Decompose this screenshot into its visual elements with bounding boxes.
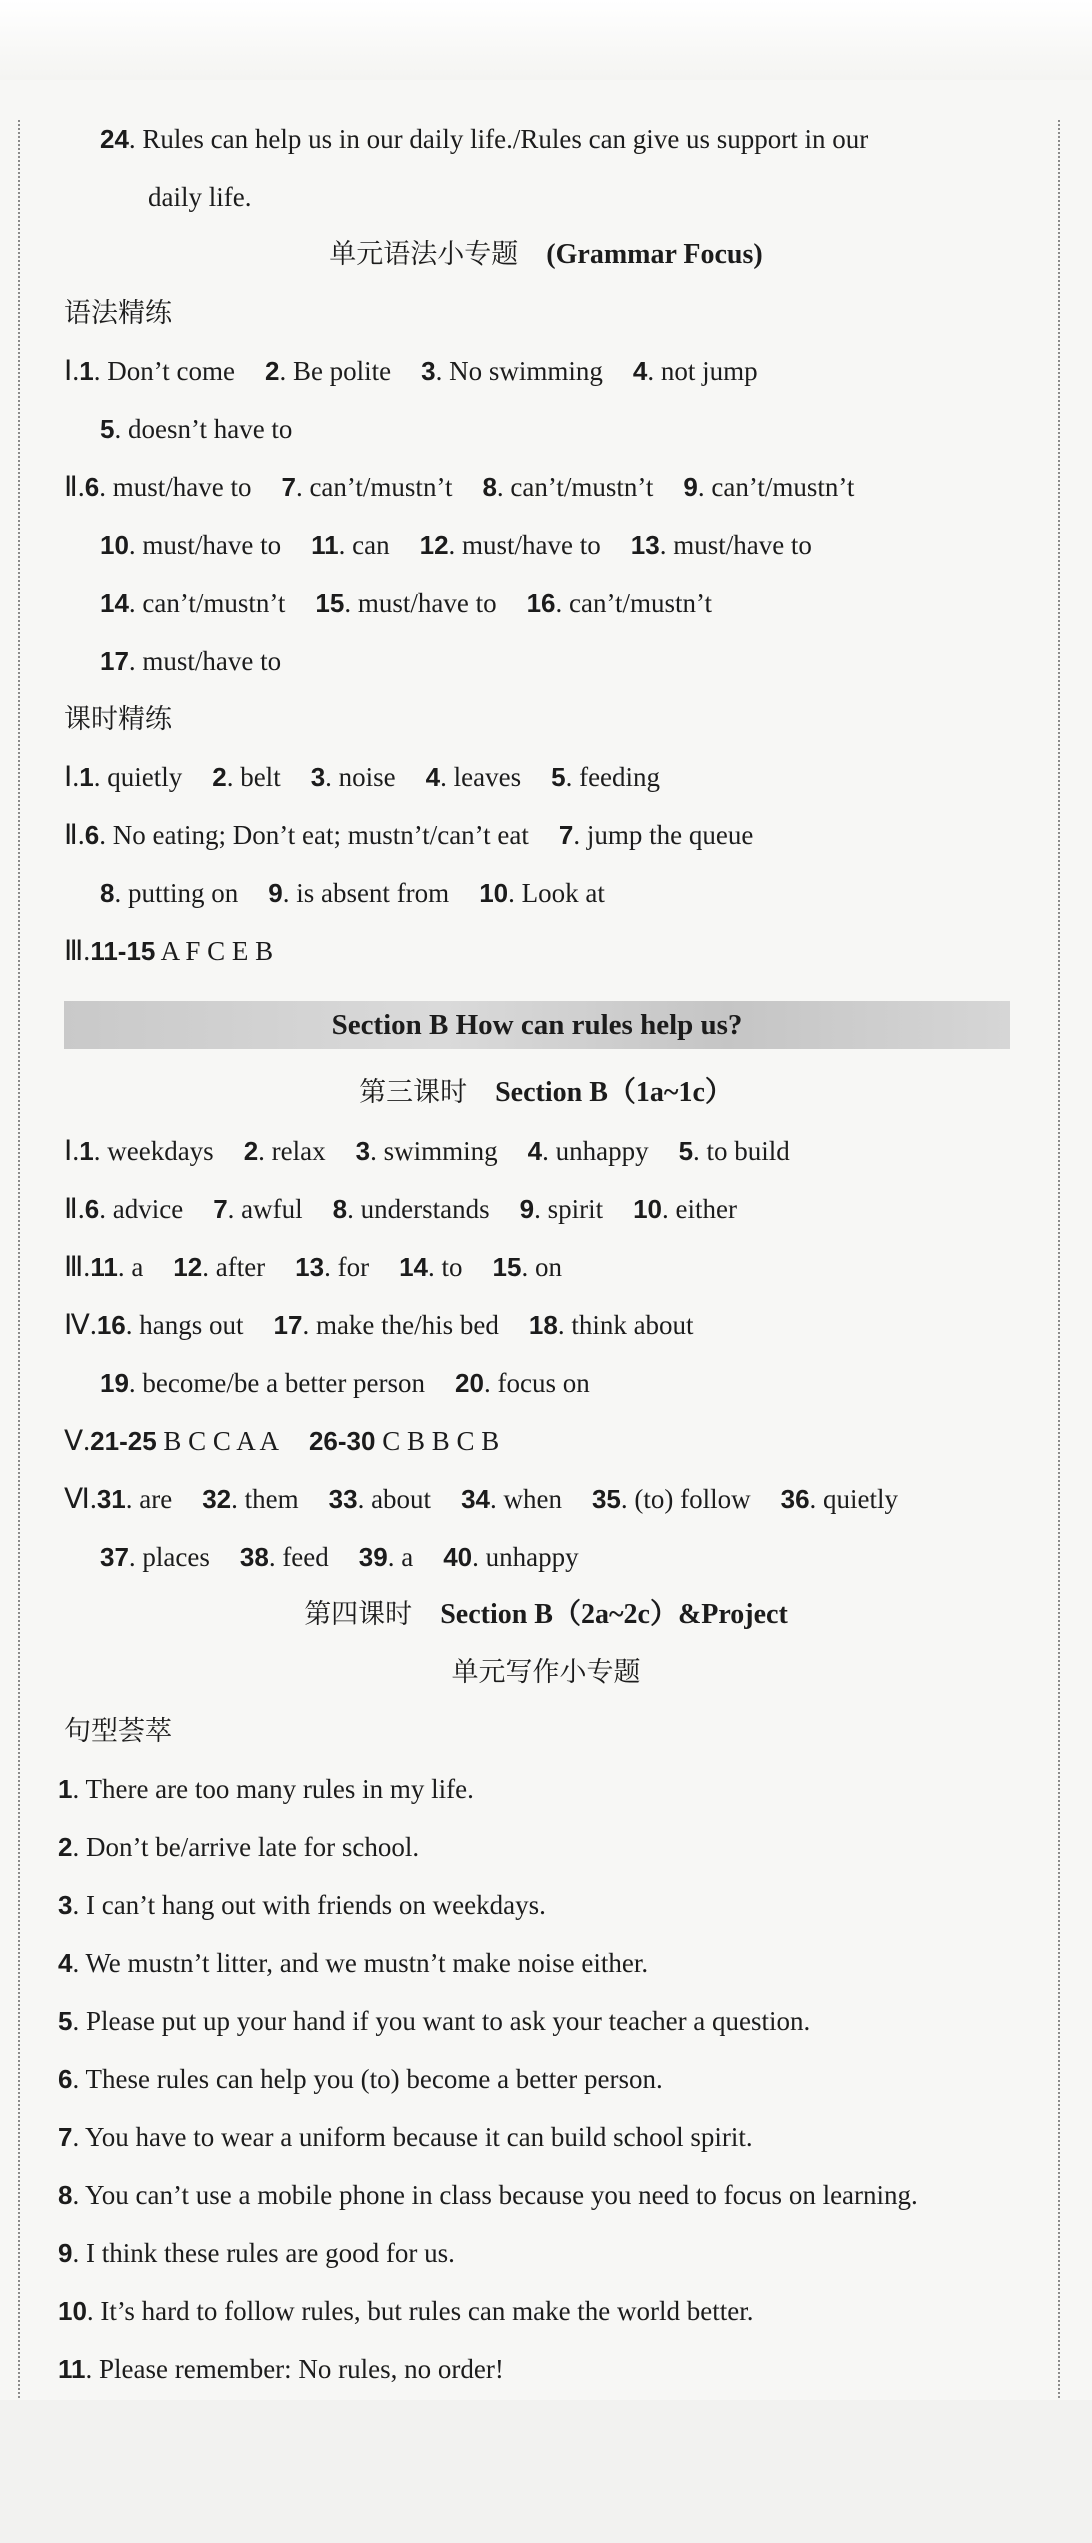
item-number: 12 bbox=[419, 530, 449, 560]
answer-line bbox=[0, 1876, 1092, 1934]
answer-text: . can’t/mustn’t bbox=[295, 472, 453, 502]
item-number: 16 bbox=[96, 1310, 126, 1340]
item-number: 16 bbox=[526, 588, 556, 618]
item-number: 1 bbox=[58, 1774, 73, 1804]
answer-text: . swimming bbox=[370, 1136, 498, 1166]
chinese-label: 课时精练 bbox=[64, 704, 172, 735]
answer-text: A F C E B bbox=[155, 936, 274, 966]
answer-text: (Grammar Focus) bbox=[518, 239, 763, 270]
item-number: 10 bbox=[100, 530, 129, 560]
answer-text: . There are too many rules in my life. bbox=[72, 1774, 474, 1804]
answer-text: C B B C B bbox=[375, 1426, 500, 1456]
chinese-label: 第四课时 bbox=[304, 1599, 413, 1630]
item-number: 9 bbox=[268, 878, 283, 908]
answer-line bbox=[0, 1122, 1092, 1180]
item-number: 11 bbox=[311, 530, 339, 560]
item-number: 1 bbox=[79, 356, 94, 386]
answer-text: . noise bbox=[325, 762, 396, 792]
item-number: 21-25 bbox=[90, 1426, 157, 1456]
answer-text: . on bbox=[521, 1252, 562, 1282]
answer-text: . about bbox=[357, 1484, 432, 1514]
answer-text: . advice bbox=[99, 1194, 184, 1224]
answer-line bbox=[0, 1934, 1092, 1992]
answer-line bbox=[0, 342, 1092, 400]
item-number: 7 bbox=[281, 472, 296, 502]
section-heading bbox=[0, 1586, 1092, 1644]
answer-line bbox=[0, 458, 1092, 516]
answer-text: . relax bbox=[258, 1136, 326, 1166]
item-number: 11 bbox=[58, 2354, 86, 2384]
answer-text: . to build bbox=[693, 1136, 790, 1166]
section-heading bbox=[0, 226, 1092, 284]
chinese-label: 语法精练 bbox=[64, 298, 172, 329]
item-number: 11 bbox=[90, 1252, 118, 1282]
answer-text: . can’t/mustn’t bbox=[496, 472, 654, 502]
item-number: 4 bbox=[58, 1948, 73, 1978]
item-number: 17 bbox=[100, 646, 129, 676]
answer-line bbox=[0, 1470, 1092, 1528]
answer-text: . is absent from bbox=[282, 878, 450, 908]
item-number: 8 bbox=[58, 2180, 73, 2210]
answer-line bbox=[0, 922, 1092, 980]
item-number: 17 bbox=[273, 1310, 303, 1340]
item-number: 32 bbox=[202, 1484, 232, 1514]
item-number: 10 bbox=[479, 878, 509, 908]
answer-text: . You have to wear a uniform because it can build school spirit. bbox=[72, 2122, 753, 2152]
answer-line bbox=[0, 1354, 1092, 1412]
answer-text: . Don’t come bbox=[93, 356, 235, 386]
part-numeral: Ⅴ. bbox=[64, 1426, 91, 1457]
answer-line bbox=[0, 400, 1092, 458]
answer-line bbox=[0, 690, 1092, 748]
answer-text: . Look at bbox=[508, 878, 605, 908]
answer-text: . These rules can help you (to) become a better person. bbox=[72, 2064, 663, 2094]
answer-text: Section B（2a~2c）&Project bbox=[412, 1599, 788, 1630]
part-numeral: Ⅵ. bbox=[64, 1484, 97, 1515]
item-number: 6 bbox=[84, 820, 100, 850]
item-number: 10 bbox=[58, 2296, 87, 2326]
item-number: 6 bbox=[58, 2064, 73, 2094]
answer-line bbox=[0, 2166, 1092, 2224]
item-number: 3 bbox=[421, 356, 436, 386]
answer-line bbox=[0, 1992, 1092, 2050]
answer-line bbox=[0, 516, 1092, 574]
answer-text: . Please put up your hand if you want to ask your teacher a question. bbox=[72, 2006, 811, 2036]
answer-line bbox=[0, 2050, 1092, 2108]
page-footer bbox=[0, 2400, 1092, 2543]
item-number: 6 bbox=[84, 1194, 100, 1224]
answer-line bbox=[0, 574, 1092, 632]
answer-line bbox=[0, 748, 1092, 806]
item-number: 24 bbox=[100, 124, 129, 154]
item-number: 14 bbox=[100, 588, 129, 618]
item-number: 8 bbox=[332, 1194, 348, 1224]
item-number: 2 bbox=[264, 356, 280, 386]
answer-line bbox=[0, 1528, 1092, 1586]
answer-text: . make the/his bed bbox=[302, 1310, 499, 1340]
item-number: 4 bbox=[425, 762, 441, 792]
answer-text: . feeding bbox=[565, 762, 661, 792]
answer-text: . understands bbox=[347, 1194, 490, 1224]
item-number: 40 bbox=[443, 1542, 473, 1572]
answer-text: . a bbox=[387, 1542, 414, 1572]
item-number: 26-30 bbox=[308, 1426, 376, 1456]
chinese-label: 单元语法小专题 bbox=[329, 239, 519, 270]
item-number: 39 bbox=[358, 1542, 388, 1572]
answer-text: . a bbox=[117, 1252, 144, 1282]
answer-text: . places bbox=[128, 1542, 210, 1572]
answer-text: . can’t/mustn’t bbox=[555, 588, 712, 618]
answer-text: . We mustn’t litter, and we mustn’t make noise either. bbox=[72, 1948, 649, 1978]
item-number: 35 bbox=[591, 1484, 621, 1514]
item-number: 8 bbox=[482, 472, 497, 502]
answer-text: . to bbox=[428, 1252, 463, 1282]
section-heading bbox=[0, 1064, 1092, 1122]
item-number: 13 bbox=[630, 530, 660, 560]
top-band bbox=[0, 0, 1092, 80]
answer-text: . belt bbox=[226, 762, 281, 792]
answer-text: . Don’t be/arrive late for school. bbox=[72, 1832, 420, 1862]
answer-line bbox=[0, 1180, 1092, 1238]
chinese-label: 单元写作小专题 bbox=[451, 1657, 641, 1688]
item-number: 4 bbox=[527, 1136, 543, 1166]
answer-text: . are bbox=[125, 1484, 173, 1514]
answer-text: . after bbox=[202, 1252, 266, 1282]
answer-line bbox=[0, 2282, 1092, 2340]
answer-text: . not jump bbox=[647, 356, 758, 386]
item-number: 2 bbox=[212, 762, 227, 792]
item-number: 31 bbox=[96, 1484, 126, 1514]
answer-text: . must/have to bbox=[128, 646, 282, 676]
answer-text: . hangs out bbox=[125, 1310, 244, 1340]
item-number: 5 bbox=[58, 2006, 73, 2036]
item-number: 15 bbox=[315, 588, 345, 618]
answer-text: . unhappy bbox=[472, 1542, 579, 1572]
answer-line bbox=[0, 2340, 1092, 2398]
part-numeral: Ⅱ. bbox=[64, 820, 85, 851]
item-number: 3 bbox=[355, 1136, 371, 1166]
answer-text: . awful bbox=[227, 1194, 303, 1224]
answer-line bbox=[0, 632, 1092, 690]
answer-text: . must/have to bbox=[99, 472, 252, 502]
answer-text: . must/have to bbox=[448, 530, 601, 560]
answer-line bbox=[0, 110, 1092, 168]
answer-text: Section B（1a~1c） bbox=[467, 1077, 733, 1108]
item-number: 11-15 bbox=[90, 936, 156, 966]
item-number: 15 bbox=[492, 1252, 522, 1282]
item-number: 6 bbox=[84, 472, 100, 502]
part-numeral: Ⅰ. bbox=[64, 1136, 80, 1167]
item-number: 2 bbox=[243, 1136, 259, 1166]
section-heading bbox=[0, 1644, 1092, 1702]
answer-line bbox=[0, 1296, 1092, 1354]
item-number: 36 bbox=[780, 1484, 810, 1514]
answer-text: . for bbox=[324, 1252, 370, 1282]
answer-line bbox=[0, 2224, 1092, 2282]
answer-line bbox=[0, 1238, 1092, 1296]
item-number: 19 bbox=[100, 1368, 129, 1398]
answer-text: . unhappy bbox=[542, 1136, 649, 1166]
item-number: 2 bbox=[58, 1832, 73, 1862]
answer-text: . them bbox=[231, 1484, 299, 1514]
part-numeral: Ⅲ. bbox=[64, 936, 91, 967]
item-number: 18 bbox=[528, 1310, 558, 1340]
answer-text: . when bbox=[489, 1484, 562, 1514]
answer-text: . must/have to bbox=[128, 530, 282, 560]
answer-text: . can’t/mustn’t bbox=[697, 472, 855, 502]
item-number: 10 bbox=[633, 1194, 663, 1224]
item-number: 9 bbox=[58, 2238, 73, 2268]
answer-text: . spirit bbox=[534, 1194, 604, 1224]
item-number: 20 bbox=[455, 1368, 484, 1398]
item-number: 37 bbox=[100, 1542, 129, 1572]
answer-text: . quietly bbox=[93, 762, 183, 792]
answer-line bbox=[0, 1760, 1092, 1818]
item-number: 38 bbox=[239, 1542, 269, 1572]
answer-text: . jump the queue bbox=[573, 820, 754, 850]
item-number: 5 bbox=[678, 1136, 694, 1166]
answer-text: . can’t/mustn’t bbox=[128, 588, 286, 618]
item-number: 4 bbox=[632, 356, 648, 386]
answer-text: . It’s hard to follow rules, but rules can make the world better. bbox=[86, 2296, 754, 2326]
answer-line bbox=[0, 2108, 1092, 2166]
answer-line bbox=[0, 864, 1092, 922]
answer-text: . quietly bbox=[809, 1484, 899, 1514]
item-number: 7 bbox=[58, 2122, 73, 2152]
answer-text: . become/be a better person bbox=[128, 1368, 426, 1398]
item-number: 7 bbox=[213, 1194, 228, 1224]
answer-text: . must/have to bbox=[344, 588, 497, 618]
answer-text: . must/have to bbox=[659, 530, 812, 560]
answer-text: . Please remember: No rules, no order! bbox=[85, 2354, 504, 2384]
answer-text: . leaves bbox=[440, 762, 522, 792]
part-numeral: Ⅱ. bbox=[64, 472, 85, 503]
answer-text: . doesn’t have to bbox=[114, 414, 293, 444]
item-number: 1 bbox=[79, 1136, 94, 1166]
item-number: 5 bbox=[551, 762, 566, 792]
answer-text: . either bbox=[662, 1194, 737, 1224]
item-number: 34 bbox=[461, 1484, 490, 1514]
item-number: 5 bbox=[100, 414, 115, 444]
item-number: 8 bbox=[100, 878, 115, 908]
answer-text: . putting on bbox=[114, 878, 239, 908]
part-numeral: Ⅱ. bbox=[64, 1194, 85, 1225]
answer-text: . feed bbox=[268, 1542, 329, 1572]
answer-line bbox=[0, 168, 1092, 226]
answer-text: . think about bbox=[557, 1310, 694, 1340]
answer-line bbox=[0, 284, 1092, 342]
item-number: 33 bbox=[328, 1484, 358, 1514]
answer-text: B C C A A bbox=[156, 1426, 279, 1456]
item-number: 3 bbox=[310, 762, 326, 792]
item-number: 7 bbox=[558, 820, 574, 850]
item-number: 12 bbox=[173, 1252, 203, 1282]
answer-text: . can bbox=[338, 530, 390, 560]
part-numeral: Ⅰ. bbox=[64, 356, 80, 387]
answer-text: . I think these rules are good for us. bbox=[72, 2238, 455, 2268]
answer-text: . Rules can help us in our daily life./Rules can give us support in our bbox=[128, 124, 869, 154]
answer-text: . You can’t use a mobile phone in class because you need to focus on learning. bbox=[72, 2180, 918, 2210]
section-banner: Section B How can rules help us? bbox=[64, 1001, 1010, 1049]
part-numeral: Ⅲ. bbox=[64, 1252, 91, 1283]
item-number: 1 bbox=[79, 762, 94, 792]
item-number: 3 bbox=[58, 1890, 73, 1920]
answer-text: . No swimming bbox=[435, 356, 603, 386]
item-number: 13 bbox=[295, 1252, 325, 1282]
answer-line bbox=[0, 806, 1092, 864]
answer-text: . I can’t hang out with friends on weekdays. bbox=[72, 1890, 546, 1920]
answer-line bbox=[0, 1412, 1092, 1470]
answer-text: . weekdays bbox=[93, 1136, 214, 1166]
chinese-label: 第三课时 bbox=[359, 1077, 468, 1108]
answer-text: . (to) follow bbox=[620, 1484, 751, 1514]
answer-text: . No eating; Don’t eat; mustn’t/can’t eat bbox=[99, 820, 529, 850]
answer-text: daily life. bbox=[148, 182, 252, 212]
item-number: 9 bbox=[683, 472, 698, 502]
answer-line bbox=[0, 1818, 1092, 1876]
item-number: 14 bbox=[399, 1252, 428, 1282]
part-numeral: Ⅰ. bbox=[64, 762, 80, 793]
answer-line bbox=[0, 1702, 1092, 1760]
chinese-label: 句型荟萃 bbox=[64, 1716, 172, 1747]
item-number: 9 bbox=[519, 1194, 535, 1224]
answer-text: . focus on bbox=[483, 1368, 590, 1398]
answer-text: . Be polite bbox=[279, 356, 392, 386]
part-numeral: Ⅳ. bbox=[64, 1310, 97, 1341]
